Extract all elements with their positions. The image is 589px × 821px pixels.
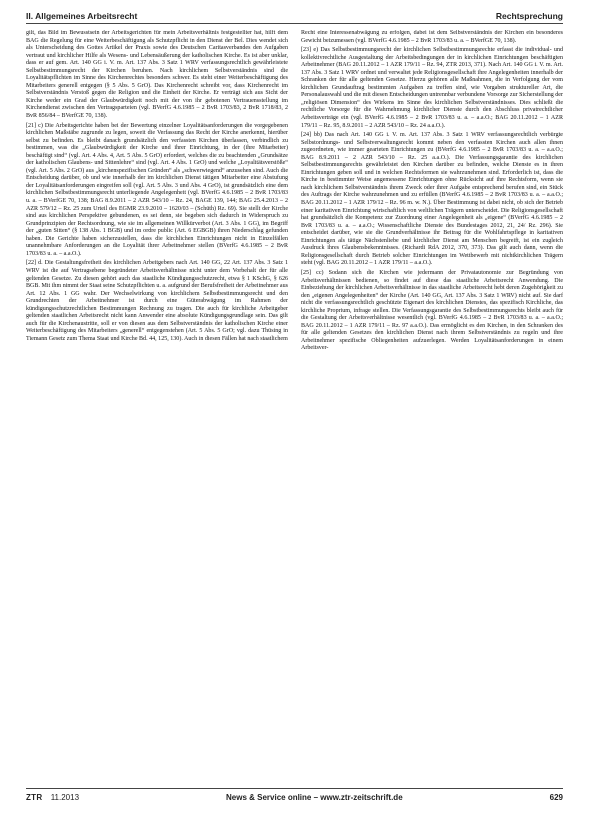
section-category: Rechtsprechung: [495, 11, 563, 21]
page-footer: [26, 788, 563, 805]
right-column: [301, 30, 563, 770]
paragraph: gilt, das Bild im Bewusstsein der Arbeitsgerichten für mein Arbeitsverhältnis festgestellter hat, hilft dem BAG die Regelung für eine Weiterbeschäftigung als Schutzpflicht in den Dienst der Bel. Dies wendet sich als Unterscheidung des Gottes Artikel der Praxis sowie des Deutschen Caritasverbandes den Aufgaben vertraut und kirchlicher Hilfe als Wesens- und Lebensäußerung der katholischen Kirche. Es ist aber unklar, dass er auf gem. Art. 140 GG i. V. m. Art. 137 Abs. 3 Satz 1 WRV verfassungsrechtlich gewährleistete Selbstbestimmungsrecht der Kirchen beruhen. Nach kirchlichem Selbstverständnis sind die Loyalitätspflichten im Sinne des Kirchenrechtes besonders schwer. Es steht einer Weiterbeschäftigung des Mitarbeiters generell entgegen (§ 5 Abs. 5 GrO). Das Kirchenrecht schreibt vor, dass Kirchenrecht im Selbstverständnis Verstoß gegen die Religion und die Einheit der Kirche. Er verträgt sich aus Sicht der Kirche weder ein Grad der Glaubwürdigkeit noch mit der von ihr gebotenen Vertrauensstellung im Kirchendienst zwischen den Vertragsparteien (vgl. BVerfG 4.6.1985 – 2 BvR 1703/83, 2 BvR 1718/83, 2 BvR 856/84 – BVerfGE 70, 138).: [26, 30, 288, 120]
paragraph: [25] cc) Sodann sich die Kirchen wie jedermann der Privatautonomie zur Begründung von Arbeitsverhältnissen bedienen, so findet auf diese das staatliche Arbeitsrecht Anwendung. Die Einbeziehung der kirchlichen Arbeitsverhältnisse in das staatliche Arbeitsrecht hebt deren Zugehörigkeit zu den „eigenen Angelegenheiten“ der Kirche (Art. 140 GG, Art. 137 Abs. 3 Satz 1 WRV) nicht auf. Sie darf nicht die verfassungsrechtlich geschützte Eigenart des kirchlichen Dienstes, das spezifisch Kirchliche, das kirchliche Proprium, infrage stellen. Die Verfassungsgarantie des Selbstbestimmungsrechts bleibt auch für die Gestaltung der Arbeitsverhältnisse wesentlich (vgl. BVerfG 4.6.1985 – 2 BvR 1703/83 u. a. – a.a.O.; BAG 20.11.2012 – 1 AZR 179/11 – Rz. 97 a.a.O.). Das ermöglicht es den Kirchen, in den Schranken des für alle geltenden Gesetzes den kirchlichen Dienst nach ihrem Selbstverständnis zu regeln und ihre Arbeitnehmer spezifische Obliegenheiten aufzuerlegen. Werden Loyalitätsanforderungen in einem Arbeitsver-: [301, 269, 563, 352]
page-number: 629: [549, 792, 563, 802]
paragraph: [22] d. Die Gestaltungsfreiheit des kirchlichen Arbeitgebers nach Art. 140 GG, 22 Art. 137 Abs. 3 Satz 1 WRV ist die auf Vertragsebene begründeter Arbeitsverhältnisse nicht unter dem Vorbehalt der für alle geltenden Gesetze. Zu diesen gehört auch das staatliche Kündigungsschutzrecht, etwa § 1 KSchG, § 626 BGB. Mit ihm nimmt der Staat seine Schutzpflichten u. a. aufgrund der Berufsfreiheit der Arbeitnehmer aus Art. 12 Abs. 1 GG wahr. Der Wechselwirkung von kirchlichem Selbstbestimmungsrecht und den Grundrechten der Arbeitnehmer ist durch eine Güterabwägung im Rahmen der kündigungsschutzrechtlichen Bestimmungen Rechnung zu tragen. Die auch für kirchliche Arbeitgeber geltenden staatlichen Arbeitsrecht nicht kann Anwender eine absolute Kündigungsgrundlage sein. Das gilt auch für die Kirchenaustritte, soll er von diesen aus dem Selbstverständnis der katholischen Kirche einer Weiterbeschäftigung des Mitarbeiters „generell“ entgegenstehen (Art. 5 Abs. 5 GrO; vgl. dazu Thüsing in Tiemann Gesetz zum Thema Staat und Kirche Bd. 44, 125, 130). Auch in diesen Fällen hat nach staatlichem: [26, 260, 288, 342]
paragraph: [21] c) Die Arbeitsgerichte haben bei der Bewertung einzelner Loyalitätsanforderungen die vorgegebenen kirchlichen Maßstäbe zugrunde zu legen, soweit die Verfassung das Recht der Kirche anerkennt, hierüber selbst zu befinden. Es bleibt danach grundsätzlich den verfassten Kirchen überlassen, verbindlich zu bestimmen, was die „Glaubwürdigkeit der Kirche und ihrer Einrichtung, in der (ihre Mitarbeiter) beschäftigt sind“ (vgl. Art. 4 Abs. 4, Art. 5 Abs. 5 GrO) erfordert, welches die zu beachtenden „Grundsätze der katholischen Glaubens- und Sittenlehre“ sind (vgl. Art. 4 Abs. 1 GrO) und welche „Loyalitätsverstöße“ (vgl. Art. 5 Abs. 2 GrO) aus „kirchenspezifischen Gründen“ als „schwerwiegend“ anzusehen sind. Auch die Entscheidung darüber, ob und wie innerhalb der im kirchlichen Dienst tätigen Mitarbeiter eine Abstufung der Loyalitätsanforderungen eingreifen soll (vgl. Art. 5 Abs. 3 und Abs. 4 GrO), ist grundsätzlich eine dem kirchlichen Selbstbestimmungsrecht unterliegende Angelegenheit (vgl. BVerfG 4.6.1985 – 2 BvR 1703/83 u. a. – BVerfGE 70, 138; BAG 8.9.2011 – 2 AZR 543/10 – Rz. 24, BAGE 139, 144; BAG 25.4.2013 – 2 AZR 579/12 – Rz. 25 zum Urteil des EGMR 23.9.2010 – 1620/03 – (Schüth) Rz. 69). Sie stellt der Kirche sind aus kirchlichen Perspektive gebundenen, es sei denn, sie begeben sich dadurch in Widerspruch zu Grundprinzipien der Rechtsordnung, wie sie im allgemeinen Willkürverbot (Art. 3 Abs. 1 GG), im Begriff der „guten Sitten“ (§ 138 Abs. 1 BGB) und im ordre public (Art. 6 EGBGB) ihren Niederschlag gefunden haben. Die Gerichte haben sicherzustellen, dass die kirchlichen Einrichtungen nicht in Einzelfällen unannehmbare Anforderungen an die Loyalität ihrer Arbeitnehmer stellen (BVerfG 4.6.1985 – 2 BvR 1703/83 u. a. – a.a.O.).: [26, 122, 288, 257]
left-column: [26, 30, 288, 770]
running-header: [26, 5, 563, 24]
text-columns: [26, 30, 563, 770]
footer-website: News & Service online – www.ztr-zeitschrift.de: [226, 792, 403, 802]
paragraph: [23] e) Das Selbstbestimmungsrecht der kirchlichen Selbstbestimmungsrechte erfasst die individual- und kollektivrechtliche Ausgestaltung der Arbeitsbedingungen der in kirchlichen Einrichtungen beschäftigten Arbeitnehmer (BAG 20.11.2012 – 1 AZR 179/11 – Rz. 94, ZTR 2013, 371). Nach Art. 140 GG i. V. m. Art. 137 Abs. 3 Satz 1 WRV ordnet und verwaltet jede Religionsgesellschaft ihre Angelegenheiten innerhalb der Schranken der für alle geltenden Gesetze. Hierzu gehören alle Maßnahmen, die in Verfolgung der vom kirchlichen Grundauftrag bestimmten Aufgaben zu treffen sind, wie Vorgaben struktureller Art, die Personalauswahl und die mit diesen Entscheidungen untrennbar verbundene Vorsorge zur Sicherstellung der „religiösen Dimension“ des Wirkens im Sinne des kirchlichen Selbstverständnisses. Dies schließt die rechtliche Vorsorge für die Wahrnehmung kirchlicher Dienste durch den Abschluss privatrechtlicher Arbeitsverträge ein (vgl. BVerfG 4.6.1985 – 2 BvR 1703/83 u. a. – a.a.O.; BAG 20.11.2012 – 1 AZR 179/11 – Rz. 95, 8.9.2011 – 2 AZR 543/10 – Rz. 24 a.a.O.).: [301, 47, 563, 129]
issue-number: 11.2013: [50, 792, 80, 802]
journal-logo: ZTR: [26, 792, 43, 802]
section-title: II. Allgemeines Arbeitsrecht: [26, 11, 138, 21]
footer-journal: [26, 793, 79, 802]
paragraph: [24] bb) Das nach Art. 140 GG i. V. m. Art. 137 Abs. 3 Satz 1 WRV verfassungsrechtlich verbürgte Selbstordnungs- und Selbstverwaltungsrecht kommt neben den verfassten Kirchen auch allen ihnen zugeordneten, wie immer gearteten Einrichtungen zu (BVerfG 4.6.1985 – 2 BvR 1703/83 u. a. – a.a.O.; BAG 8.9.2011 – 2 AZR 543/10 – Rz. 25 a.a.O.). Die Verfassungsgarantie des kirchlichen Selbstbestimmungsrechts gewährleistet den Kirchen darüber zu befinden, welche Dienste es in ihren Einrichtungen geben soll und in welchen Rechtsformen sie wahrzunehmen sind. Erforderlich ist, dass die Kirche in bestimmter Weise angemessene Einrichtungen ohne Rücksicht auf ihre Rechtsform, wenn sie nach kirchlichem Selbstverständnis ihrem Zweck oder ihrer Aufgabe entsprechend berufen sind, ein Stück des Auftrags der Kirche wahrzunehmen und zu erfüllen (BVerfG 4.6.1985 – 2 BvR 1703/83 u. a. – a.a.O.; BAG 20.11.2012 – 1 AZR 179/12 – Rz. 96 m. w. N.). Über Bestimmung ist dabei nicht, ob sich der Betrieb einer karitativen Einrichtung wirtschaftlich von weltlichen Trägern unterscheidet. Die Religionsgesellschaft hat grundsätzlich die Kompetenz zur Zuordnung einer Angelegenheit als „eigene“ (BVerfG 4.6.1985 – 2 BvR 1703/83 u. a. – a.a.O.; Wissenschaftliche Dienste des Bundestages 2012, 21, 24/ Rz. 296). Sie entscheidet darüber, wie sie die Grundverhältnisse ihr Beitrag für die Wohlfahrtspflege in karitativen Einrichtungen als tätige Nächstenliebe und kirchlicher Dienst am Menschen begreift, ist ein zugleich Ausdruck ihres Glaubensbekenntnisses. (Richardi RdA 2012, 370, 373). Das gilt auch dann, wenn die Religionsgesellschaft durch Betrieb solcher Einrichtungen im Wettbewerb mit nichtkirchlichen Trägern steht (vgl. BAG 20.11.2012 – 1 AZR 179/11 – a.a.O.).: [301, 132, 563, 267]
paragraph: Recht eine Interessenabwägung zu erfolgen, dabei ist dem Selbstverständnis der Kirchen ein besonderes Gewicht beizumessen (vgl. BVerfG 4.6.1985 – 2 BvR 1703/83 u. a. – BVerfGE 70, 138).: [301, 30, 563, 44]
